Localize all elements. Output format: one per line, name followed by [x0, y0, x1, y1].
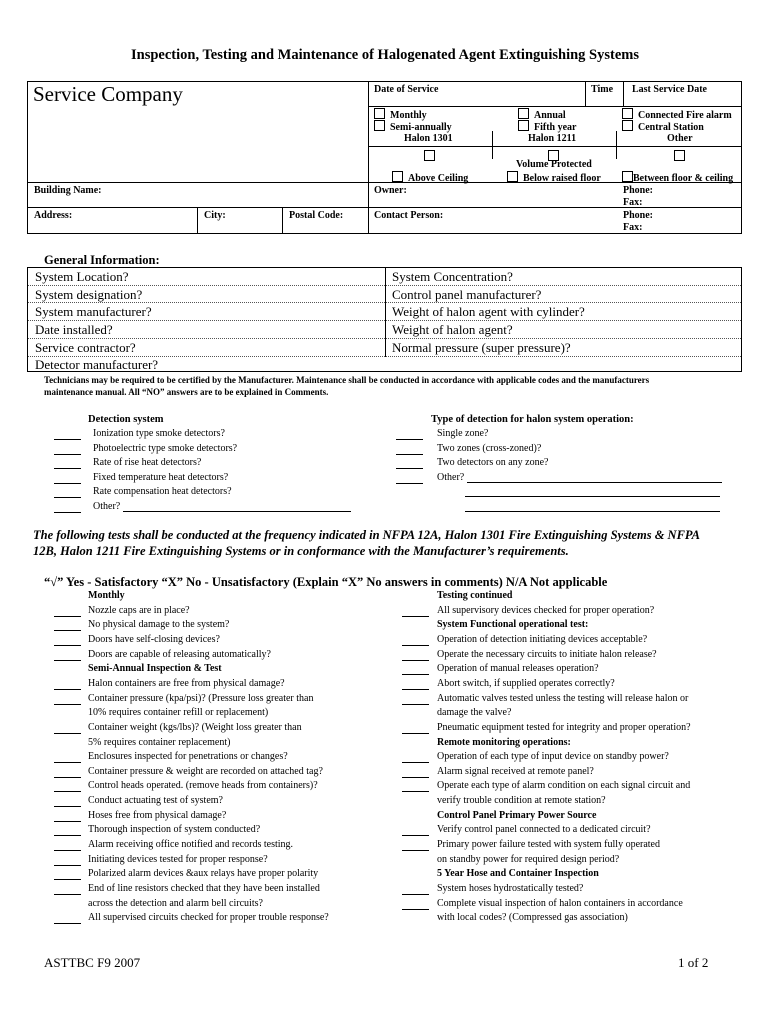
form-id: ASTTBC F9 2007 [44, 955, 141, 970]
checklist-item: Conduct actuating test of system? [88, 795, 223, 807]
semi-annually-checkbox[interactable] [374, 120, 385, 131]
checklist-item: verify trouble condition at remote station? [437, 795, 606, 807]
checklist-section-heading: Control Panel Primary Power Source [437, 809, 597, 821]
answer-blank[interactable] [402, 909, 429, 910]
checklist-item: 5% requires container replacement) [88, 736, 231, 748]
checklist-item: Thorough inspection of system conducted? [88, 824, 261, 836]
control-panel-manufacturer-field[interactable]: Control panel manufacturer? [392, 287, 542, 302]
semi-annually-label: Semi-annually [390, 122, 452, 133]
system-designation-field[interactable]: System designation? [35, 287, 143, 302]
checklist-section-heading: Remote monitoring operations: [437, 736, 571, 748]
above-ceiling-checkbox[interactable] [392, 171, 403, 182]
between-floor-ceiling-label: Between floor & ceiling [633, 173, 734, 184]
frequency-statement-2: 12B, Halon 1211 Fire Extinguishing Systems or in conformance with the Manufacturer’s requirements. [33, 544, 569, 558]
checklist-item: Abort switch, if supplied operates correctly? [437, 677, 615, 689]
answer-blank[interactable] [396, 454, 423, 455]
type-other-extra-line-1[interactable] [465, 496, 720, 497]
answer-blank[interactable] [54, 777, 81, 778]
checklist-item: Doors have self-closing devices? [88, 633, 220, 645]
below-raised-floor-checkbox[interactable] [507, 171, 518, 182]
answer-blank[interactable] [54, 704, 81, 705]
answer-blank[interactable] [396, 468, 423, 469]
answer-blank[interactable] [54, 791, 81, 792]
type-other-extra-line-2[interactable] [465, 511, 720, 512]
between-floor-ceiling-option[interactable] [622, 171, 733, 184]
checklist-item: Operation of each type of input device on standby power? [437, 751, 669, 763]
checklist-item: Halon containers are free from physical damage? [88, 677, 285, 689]
checklist-item: Operate each type of alarm condition on each signal circuit and [437, 780, 691, 792]
checklist-item: across the detection and alarm bell circuits? [88, 897, 263, 909]
phone-label: Phone: [623, 185, 653, 196]
answer-blank[interactable] [402, 777, 429, 778]
system-concentration-field[interactable]: System Concentration? [392, 269, 513, 284]
answer-blank[interactable] [54, 689, 81, 690]
checklist-section-heading: 5 Year Hose and Container Inspection [437, 868, 599, 880]
fifth-year-option[interactable] [518, 120, 577, 133]
other-agent-label: Other [667, 133, 693, 144]
checklist-item: Polarized alarm devices &aux relays have proper polarity [88, 868, 319, 880]
answer-blank[interactable] [402, 791, 429, 792]
detection-item: Photoelectric type smoke detectors? [93, 442, 238, 454]
weight-of-halon-field[interactable]: Weight of halon agent? [392, 322, 513, 337]
below-raised-floor-option[interactable] [507, 171, 601, 184]
time-label: Time [591, 84, 614, 95]
service-company-label: Service Company [33, 82, 183, 106]
answer-blank[interactable] [396, 439, 423, 440]
answer-blank[interactable] [402, 894, 429, 895]
checklist-item: Doors are capable of releasing automatically? [88, 648, 271, 660]
system-manufacturer-field[interactable]: System manufacturer? [35, 304, 152, 319]
volume-protected-label: Volume Protected [516, 159, 592, 170]
answer-blank[interactable] [402, 616, 429, 617]
detection-item: Fixed temperature heat detectors? [93, 471, 229, 483]
below-raised-floor-label: Below raised floor [523, 173, 601, 184]
halon-1301-label: Halon 1301 [404, 133, 453, 144]
checklist-item: with local codes? (Compressed gas association) [437, 912, 628, 924]
detection-item: Other? [93, 501, 121, 512]
answer-blank[interactable] [54, 645, 81, 646]
checklist-item: Pneumatic equipment tested for integrity and proper operation? [437, 721, 691, 733]
checklist-item: on standby power for required design period? [437, 853, 620, 865]
above-ceiling-label: Above Ceiling [408, 173, 469, 184]
above-ceiling-option[interactable] [392, 171, 468, 184]
certification-note-2: maintenance manual. All “NO” answers are to be explained in Comments. [44, 387, 329, 397]
checklist-item: Primary power failure tested with system fully operated [437, 839, 660, 851]
answer-blank[interactable] [54, 806, 81, 807]
checklist-item: Complete visual inspection of halon containers in accordance [437, 897, 683, 909]
connected-fire-alarm-label: Connected Fire alarm [638, 110, 732, 121]
answer-blank[interactable] [54, 497, 81, 498]
checklist-item: Nozzle caps are in place? [88, 604, 190, 616]
detection-item: Ionization type smoke detectors? [93, 428, 225, 439]
answer-blank[interactable] [54, 835, 81, 836]
checklist-item: End of line resistors checked that they have been installed [88, 883, 320, 894]
detection-type-item: Other? [437, 471, 465, 483]
detection-other-line[interactable] [123, 511, 351, 512]
checklist-item: Verify control panel connected to a dedicated circuit? [437, 824, 651, 836]
checklist-section-heading: System Functional operational test: [437, 619, 589, 631]
answer-blank[interactable] [54, 879, 81, 880]
checklist-item: Operation of detection initiating devices acceptable? [437, 633, 648, 645]
address-label: Address: [34, 210, 73, 221]
detection-type-item: Single zone? [437, 428, 489, 439]
annual-label: Annual [534, 110, 566, 121]
postal-code-label: Postal Code: [289, 210, 344, 221]
checklist-item: Enclosures inspected for penetrations or changes? [88, 751, 288, 763]
answer-blank[interactable] [54, 923, 81, 924]
answer-blank[interactable] [402, 689, 429, 690]
detection-item: Rate of rise heat detectors? [93, 457, 202, 469]
last-service-date-label: Last Service Date [632, 84, 707, 95]
answer-blank[interactable] [402, 835, 429, 836]
checklist-item: Hoses free from physical damage? [88, 809, 227, 821]
system-location-field[interactable]: System Location? [35, 269, 129, 284]
fifth-year-checkbox[interactable] [518, 120, 529, 131]
answer-blank[interactable] [54, 660, 81, 661]
semi-annually-option[interactable] [374, 120, 452, 133]
answer-blank[interactable] [402, 733, 429, 734]
answer-blank[interactable] [54, 483, 81, 484]
answer-blank[interactable] [54, 894, 81, 895]
answer-blank[interactable] [402, 850, 429, 851]
checklist-item: Alarm signal received at remote panel? [437, 765, 594, 777]
detection-type-item: Two detectors on any zone? [437, 457, 549, 469]
checklist-item: System hoses hydrostatically tested? [437, 883, 584, 894]
monthly-checkbox[interactable] [374, 108, 385, 119]
answer-blank[interactable] [402, 674, 429, 675]
other-agent-checkbox[interactable] [674, 147, 690, 165]
detection-type-item: Two zones (cross-zoned)? [437, 442, 542, 454]
checklist-item: Container pressure (kpa/psi)? (Pressure loss greater than [88, 692, 314, 704]
detection-system-heading: Detection system [88, 414, 164, 425]
checklist-section-heading: Monthly [88, 590, 125, 601]
between-floor-ceiling-checkbox[interactable] [622, 171, 633, 182]
answer-blank[interactable] [54, 468, 81, 469]
checklist-section-heading: Testing continued [437, 590, 513, 601]
checklist-item: damage the valve? [437, 707, 512, 719]
checklist-item: All supervisory devices checked for proper operation? [437, 604, 655, 616]
date-of-service-label: Date of Service [374, 84, 439, 95]
checklist-item: Automatic valves tested unless the testing will release halon or [437, 692, 689, 704]
checklist-item: Container weight (kgs/lbs)? (Weight loss greater than [88, 721, 302, 733]
checklist-item: No physical damage to the system? [88, 619, 230, 631]
checklist-item: Initiating devices tested for proper response? [88, 853, 268, 865]
contact-fax-label: Fax: [623, 222, 643, 233]
answer-blank[interactable] [396, 483, 423, 484]
contact-person-label: Contact Person: [374, 210, 444, 221]
type-of-detection-heading: Type of detection for halon system operation: [431, 414, 634, 425]
answer-blank[interactable] [402, 762, 429, 763]
central-station-checkbox[interactable] [622, 120, 633, 131]
general-info-heading: General Information: [44, 253, 160, 267]
answer-blank[interactable] [54, 850, 81, 851]
monthly-label: Monthly [390, 110, 427, 121]
halon-1301-checkbox[interactable] [424, 147, 440, 165]
answer-blank[interactable] [54, 454, 81, 455]
answer-blank[interactable] [54, 762, 81, 763]
fax-label: Fax: [623, 197, 643, 208]
type-other-line[interactable] [467, 482, 722, 483]
fifth-year-label: Fifth year [534, 122, 577, 133]
normal-pressure-field[interactable]: Normal pressure (super pressure)? [392, 340, 571, 355]
checklist-item: Alarm receiving office notified and records testing. [88, 839, 294, 851]
answer-blank[interactable] [54, 733, 81, 734]
checklist-item: 10% requires container refill or replacement) [88, 707, 269, 719]
annual-checkbox[interactable] [518, 108, 529, 119]
answer-blank[interactable] [402, 645, 429, 646]
answer-blank[interactable] [402, 704, 429, 705]
certification-note: Technicians may be required to be certified by the Manufacturer. Maintenance shall be conducted in accordance with applicable codes and the manufacturers [44, 375, 650, 385]
halon-1211-label: Halon 1211 [528, 133, 577, 144]
central-station-option[interactable] [622, 120, 704, 133]
checklist-item: Operation of manual releases operation? [437, 663, 599, 675]
page-number: 1 of 2 [678, 955, 709, 970]
checklist-item: All supervised circuits checked for proper trouble response? [88, 912, 329, 924]
answer-blank[interactable] [54, 512, 81, 513]
checklist-item: Container pressure & weight are recorded on attached tag? [88, 765, 323, 777]
owner-label: Owner: [374, 185, 407, 196]
city-label: City: [204, 210, 226, 221]
central-station-label: Central Station [638, 122, 704, 133]
building-name-label: Building Name: [34, 185, 102, 196]
answer-blank[interactable] [54, 821, 81, 822]
checklist-item: Control heads operated. (remove heads from containers)? [88, 780, 318, 792]
connected-fire-alarm-checkbox[interactable] [622, 108, 633, 119]
service-contractor-field[interactable]: Service contractor? [35, 340, 136, 355]
answer-blank[interactable] [54, 439, 81, 440]
checklist-item: Operate the necessary circuits to initiate halon release? [437, 648, 657, 660]
answer-blank[interactable] [54, 865, 81, 866]
weight-with-cylinder-field[interactable]: Weight of halon agent with cylinder? [392, 304, 585, 319]
answer-blank[interactable] [54, 616, 81, 617]
detector-manufacturer-field[interactable]: Detector manufacturer? [35, 357, 159, 372]
answer-legend: “√” Yes - Satisfactory “X” No - Unsatisfactory (Explain “X” No answers in comments) N/A Not applicable [44, 575, 608, 589]
checklist-section-heading: Semi-Annual Inspection & Test [88, 663, 222, 675]
contact-phone-label: Phone: [623, 210, 653, 221]
page-title: Inspection, Testing and Maintenance of Halogenated Agent Extinguishing Systems [131, 47, 639, 63]
frequency-statement: The following tests shall be conducted at the frequency indicated in NFPA 12A, Halon 1301 Fire Extinguishing Systems & NFPA [33, 528, 700, 542]
date-installed-field[interactable]: Date installed? [35, 322, 113, 337]
answer-blank[interactable] [402, 660, 429, 661]
answer-blank[interactable] [54, 630, 81, 631]
detection-item: Rate compensation heat detectors? [93, 486, 232, 498]
